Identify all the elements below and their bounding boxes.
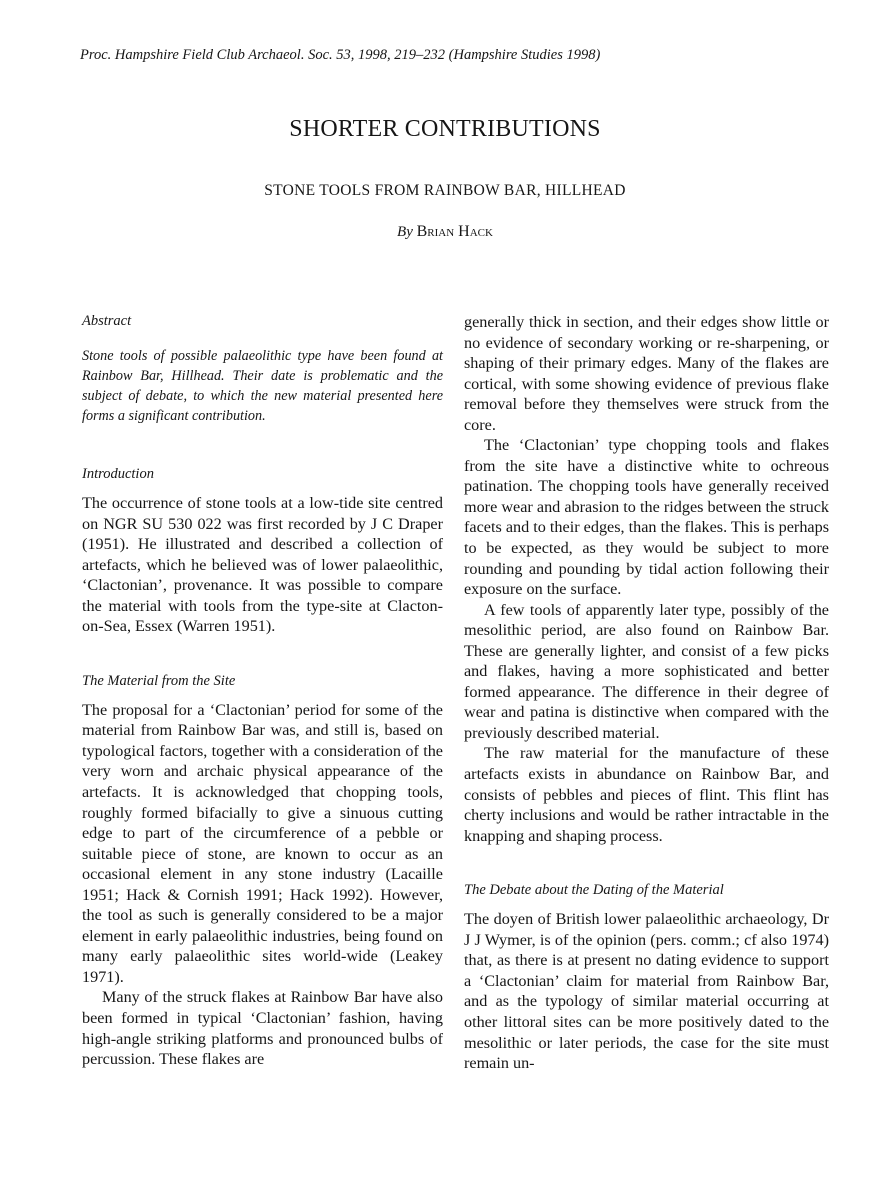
section-title: SHORTER CONTRIBUTIONS	[289, 116, 601, 142]
debate-heading: The Debate about the Dating of the Material	[464, 882, 724, 899]
article-title: STONE TOOLS FROM RAINBOW BAR, HILLHEAD	[264, 182, 626, 199]
author-name: Brian Hack	[416, 223, 493, 240]
byline-prefix: By	[397, 224, 413, 240]
clactonian-paragraph: The ‘Clactonian’ type chopping tools and flakes from the site have a distinctive white to ochreous patination. The chopping tools have generally received more wear and abrasion to the ridges between the struck facets and to their edges, than the flakes. This is perhaps to be expected, as they would be subject to more rounding and pounding by tidal action following their exposure on the surface.	[464, 436, 829, 599]
debate-paragraph: The doyen of British lower palaeolithic archaeology, Dr J J Wymer, is of the opinion (pers. comm.; cf also 1974) that, as there is at present no dating evidence to support a ‘Clactonian’ claim for material from Rainbow Bar, and as the typology of similar material occurring at other littoral sites can be more positively dated to the mesolithic or later periods, the case for the site must remain un-	[464, 910, 829, 1073]
material-heading: The Material from the Site	[82, 672, 236, 689]
raw-material-paragraph: The raw material for the manufacture of these artefacts exists in abundance on Rainbow Bar, and consists of pebbles and pieces of flint. This flint has cherty inclusions and would be rather intractable in the knapping and shaping process.	[464, 744, 829, 845]
right-column	[464, 312, 829, 1074]
material-paragraph-1: The proposal for a ‘Clactonian’ period for some of the material from Rainbow Bar was, and still is, based on typological factors, together with a consideration of the very worn and archaic physical appearance of the artefacts. It is acknowledged that chopping tools, roughly formed bifacially to give a sinuous cutting edge to part of the circumference of a pebble or suitable piece of stone, are known to occur as an occasional element in any stone industry (Lacaille 1951; Hack & Cornish 1991; Hack 1992). However, the tool as such is generally considered to be a major element in early palaeolithic industries, being found on many early palaeolithic sites world-wide (Leakey 1971).	[82, 700, 443, 986]
continuation-paragraph: generally thick in section, and their edges show little or no evidence of secondary working or re-sharpening, or shaping of their primary edges. Many of the flakes are cortical, with some showing evidence of previous flake removal before they themselves were struck from the core.	[464, 313, 829, 434]
journal-citation: Proc. Hampshire Field Club Archaeol. Soc. 53, 1998, 219–232 (Hampshire Studies 1998)	[80, 47, 601, 63]
abstract-text: Stone tools of possible palaeolithic type have been found at Rainbow Bar, Hillhead. Their date is problematic and the subject of debate, to which the new material presented here forms a significant contribution.	[82, 348, 443, 424]
abstract-heading: Abstract	[82, 313, 132, 329]
later-tools-paragraph: A few tools of apparently later type, possibly of the mesolithic period, are also found on Rainbow Bar. These are generally lighter, and consist of a few picks and flakes, having a more sophisticated and better formed appearance. The difference in their degree of wear and patina is distinctive when compared with the previously described material.	[464, 600, 829, 742]
material-paragraph-2: Many of the struck flakes at Rainbow Bar have also been formed in typical ‘Clactonian’ fashion, having high-angle striking platforms and pronounced bulbs of percussion. These flakes are	[82, 988, 443, 1069]
introduction-paragraph: The occurrence of stone tools at a low-tide site centred on NGR SU 530 022 was first recorded by J C Draper (1951). He illustrated and described a collection of artefacts, which he believed was of lower palaeolithic, ‘Clactonian’, provenance. It was possible to compare the material with tools from the type-site at Clacton-on-Sea, Essex (Warren 1951).	[82, 494, 443, 636]
left-column	[82, 313, 443, 1070]
introduction-heading: Introduction	[82, 466, 154, 482]
byline	[0, 223, 890, 241]
